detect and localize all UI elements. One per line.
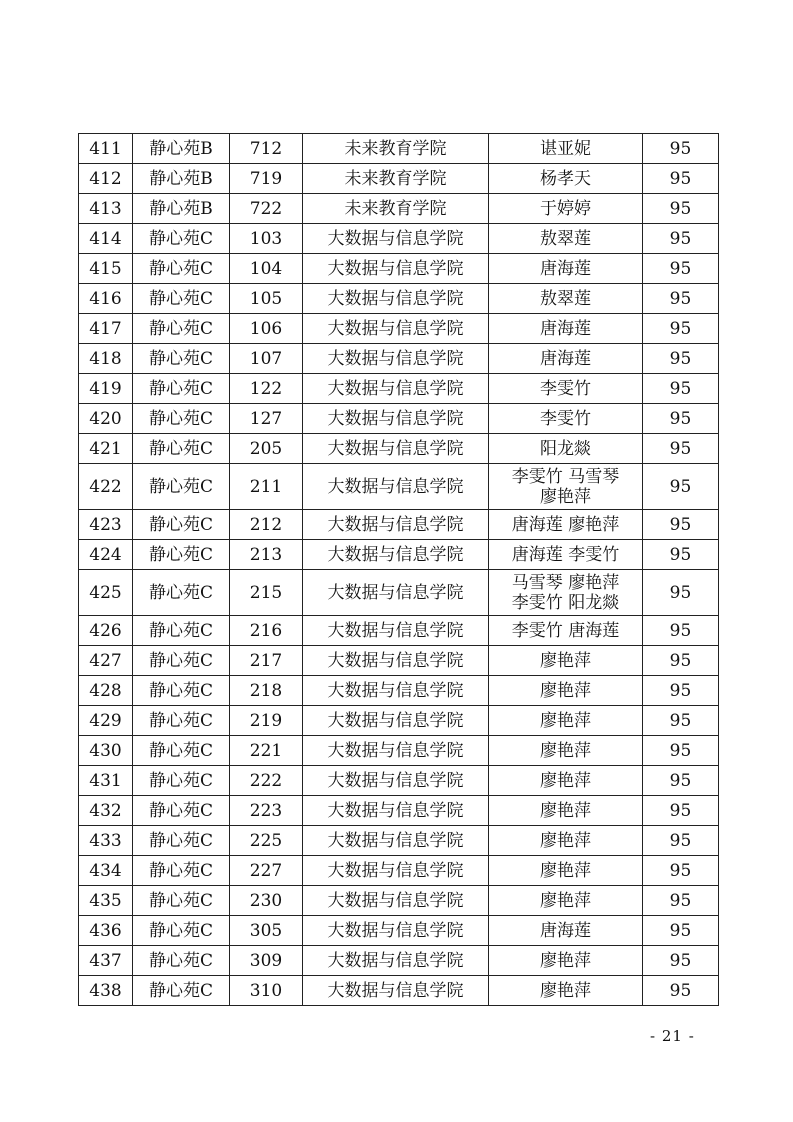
table-row [79, 434, 719, 464]
cell-room: 107 [230, 344, 303, 374]
cell-persons [489, 314, 643, 344]
person-names-line: 马雪琴 廖艳萍 [511, 572, 620, 593]
cell-number: 431 [79, 766, 133, 796]
table-row [79, 344, 719, 374]
cell-room: 211 [230, 464, 303, 510]
cell-college: 大数据与信息学院 [303, 540, 489, 570]
cell-number: 417 [79, 314, 133, 344]
cell-room: 225 [230, 826, 303, 856]
cell-room: 310 [230, 976, 303, 1006]
cell-college: 未来教育学院 [303, 134, 489, 164]
cell-number: 413 [79, 194, 133, 224]
cell-building: 静心苑C [133, 796, 230, 826]
cell-building: 静心苑C [133, 464, 230, 510]
table-row [79, 646, 719, 676]
cell-persons [489, 224, 643, 254]
cell-number: 426 [79, 616, 133, 646]
table-row [79, 976, 719, 1006]
cell-score: 95 [643, 464, 719, 510]
cell-room: 215 [230, 570, 303, 616]
cell-number: 421 [79, 434, 133, 464]
dormitory-score-table [78, 133, 719, 1006]
cell-persons [489, 676, 643, 706]
cell-score: 95 [643, 766, 719, 796]
person-names-line: 唐海莲 [540, 258, 591, 279]
cell-score: 95 [643, 946, 719, 976]
cell-room: 217 [230, 646, 303, 676]
cell-score: 95 [643, 284, 719, 314]
cell-persons [489, 464, 643, 510]
table-row [79, 766, 719, 796]
cell-room: 103 [230, 224, 303, 254]
cell-number: 411 [79, 134, 133, 164]
cell-number: 423 [79, 510, 133, 540]
cell-building: 静心苑C [133, 736, 230, 766]
cell-room: 213 [230, 540, 303, 570]
table-row [79, 224, 719, 254]
cell-number: 422 [79, 464, 133, 510]
cell-college: 大数据与信息学院 [303, 916, 489, 946]
cell-score: 95 [643, 374, 719, 404]
cell-room: 223 [230, 796, 303, 826]
cell-room: 104 [230, 254, 303, 284]
cell-number: 435 [79, 886, 133, 916]
cell-building: 静心苑C [133, 946, 230, 976]
table-row [79, 164, 719, 194]
person-names-line: 廖艳萍 [540, 680, 591, 701]
cell-college: 大数据与信息学院 [303, 676, 489, 706]
cell-room: 219 [230, 706, 303, 736]
cell-room: 221 [230, 736, 303, 766]
person-names-line: 敖翠莲 [540, 288, 591, 309]
cell-college: 大数据与信息学院 [303, 616, 489, 646]
table-body [79, 134, 719, 1006]
table-row [79, 464, 719, 510]
person-names-line: 谌亚妮 [540, 138, 591, 159]
cell-persons [489, 344, 643, 374]
cell-building: 静心苑C [133, 826, 230, 856]
table-row [79, 254, 719, 284]
cell-room: 719 [230, 164, 303, 194]
person-names-line: 李雯竹 [540, 408, 591, 429]
cell-persons [489, 510, 643, 540]
cell-building: 静心苑B [133, 134, 230, 164]
cell-persons [489, 540, 643, 570]
table-row [79, 706, 719, 736]
cell-college: 大数据与信息学院 [303, 254, 489, 284]
cell-number: 430 [79, 736, 133, 766]
cell-room: 212 [230, 510, 303, 540]
cell-number: 432 [79, 796, 133, 826]
cell-number: 418 [79, 344, 133, 374]
person-names-line: 廖艳萍 [540, 860, 591, 881]
cell-college: 大数据与信息学院 [303, 796, 489, 826]
person-names-line: 李雯竹 阳龙燚 [511, 592, 620, 613]
cell-number: 438 [79, 976, 133, 1006]
cell-score: 95 [643, 676, 719, 706]
cell-persons [489, 856, 643, 886]
cell-number: 412 [79, 164, 133, 194]
table-row [79, 194, 719, 224]
cell-number: 425 [79, 570, 133, 616]
person-names-line: 李雯竹 唐海莲 [511, 620, 620, 641]
cell-building: 静心苑C [133, 404, 230, 434]
cell-building: 静心苑C [133, 676, 230, 706]
cell-persons [489, 570, 643, 616]
cell-persons [489, 976, 643, 1006]
cell-building: 静心苑C [133, 374, 230, 404]
table-row [79, 616, 719, 646]
cell-persons [489, 616, 643, 646]
person-names-line: 李雯竹 [540, 378, 591, 399]
cell-score: 95 [643, 796, 719, 826]
cell-score: 95 [643, 404, 719, 434]
table-row [79, 540, 719, 570]
cell-score: 95 [643, 616, 719, 646]
cell-room: 218 [230, 676, 303, 706]
cell-score: 95 [643, 510, 719, 540]
cell-building: 静心苑C [133, 284, 230, 314]
table-row [79, 796, 719, 826]
person-names-line: 廖艳萍 [540, 710, 591, 731]
cell-score: 95 [643, 194, 719, 224]
cell-score: 95 [643, 736, 719, 766]
cell-building: 静心苑C [133, 646, 230, 676]
person-names-line: 廖艳萍 [540, 830, 591, 851]
cell-college: 大数据与信息学院 [303, 510, 489, 540]
cell-building: 静心苑C [133, 254, 230, 284]
cell-score: 95 [643, 976, 719, 1006]
cell-score: 95 [643, 540, 719, 570]
cell-college: 大数据与信息学院 [303, 706, 489, 736]
cell-college: 大数据与信息学院 [303, 946, 489, 976]
cell-score: 95 [643, 570, 719, 616]
cell-room: 216 [230, 616, 303, 646]
cell-persons [489, 134, 643, 164]
person-names-line: 阳龙燚 [540, 438, 591, 459]
cell-building: 静心苑C [133, 766, 230, 796]
cell-college: 大数据与信息学院 [303, 826, 489, 856]
cell-number: 434 [79, 856, 133, 886]
table-row [79, 886, 719, 916]
cell-building: 静心苑C [133, 976, 230, 1006]
cell-score: 95 [643, 254, 719, 284]
person-names-line: 廖艳萍 [540, 890, 591, 911]
cell-college: 大数据与信息学院 [303, 886, 489, 916]
cell-persons [489, 194, 643, 224]
cell-number: 437 [79, 946, 133, 976]
person-names-line: 唐海莲 李雯竹 [511, 544, 620, 565]
cell-score: 95 [643, 134, 719, 164]
cell-score: 95 [643, 706, 719, 736]
table-row [79, 916, 719, 946]
cell-building: 静心苑C [133, 616, 230, 646]
cell-college: 大数据与信息学院 [303, 374, 489, 404]
cell-score: 95 [643, 224, 719, 254]
table-row [79, 946, 719, 976]
cell-persons [489, 646, 643, 676]
person-names-line: 唐海莲 廖艳萍 [511, 514, 620, 535]
cell-persons [489, 434, 643, 464]
cell-persons [489, 886, 643, 916]
table-row [79, 510, 719, 540]
cell-number: 415 [79, 254, 133, 284]
table-row [79, 134, 719, 164]
table-row [79, 826, 719, 856]
table-row [79, 374, 719, 404]
person-names-line: 廖艳萍 [540, 650, 591, 671]
table-row [79, 736, 719, 766]
cell-room: 722 [230, 194, 303, 224]
cell-number: 420 [79, 404, 133, 434]
cell-score: 95 [643, 344, 719, 374]
cell-building: 静心苑C [133, 540, 230, 570]
cell-number: 428 [79, 676, 133, 706]
cell-room: 222 [230, 766, 303, 796]
cell-college: 大数据与信息学院 [303, 314, 489, 344]
cell-persons [489, 766, 643, 796]
table-row [79, 404, 719, 434]
person-names-line: 敖翠莲 [540, 228, 591, 249]
cell-room: 230 [230, 886, 303, 916]
cell-building: 静心苑C [133, 314, 230, 344]
person-names-line: 廖艳萍 [540, 800, 591, 821]
cell-number: 414 [79, 224, 133, 254]
person-names-line: 于婷婷 [540, 198, 591, 219]
cell-persons [489, 706, 643, 736]
cell-building: 静心苑C [133, 344, 230, 374]
cell-college: 未来教育学院 [303, 194, 489, 224]
cell-building: 静心苑C [133, 224, 230, 254]
cell-number: 429 [79, 706, 133, 736]
cell-college: 大数据与信息学院 [303, 736, 489, 766]
person-names-line: 杨孝天 [540, 168, 591, 189]
cell-room: 205 [230, 434, 303, 464]
person-names-line: 廖艳萍 [540, 740, 591, 761]
cell-persons [489, 736, 643, 766]
cell-room: 106 [230, 314, 303, 344]
person-names-line: 廖艳萍 [540, 950, 591, 971]
cell-persons [489, 254, 643, 284]
person-names-line: 唐海莲 [540, 348, 591, 369]
cell-score: 95 [643, 826, 719, 856]
person-names-line: 廖艳萍 [540, 770, 591, 791]
cell-room: 105 [230, 284, 303, 314]
cell-room: 127 [230, 404, 303, 434]
cell-college: 大数据与信息学院 [303, 976, 489, 1006]
cell-persons [489, 284, 643, 314]
cell-persons [489, 374, 643, 404]
table-row [79, 284, 719, 314]
cell-college: 大数据与信息学院 [303, 344, 489, 374]
cell-building: 静心苑C [133, 570, 230, 616]
cell-college: 大数据与信息学院 [303, 404, 489, 434]
cell-score: 95 [643, 916, 719, 946]
cell-score: 95 [643, 856, 719, 886]
person-names-line: 李雯竹 马雪琴 [511, 466, 620, 487]
cell-building: 静心苑C [133, 916, 230, 946]
cell-room: 712 [230, 134, 303, 164]
cell-building: 静心苑B [133, 164, 230, 194]
table-row [79, 570, 719, 616]
cell-college: 大数据与信息学院 [303, 766, 489, 796]
cell-persons [489, 946, 643, 976]
cell-room: 305 [230, 916, 303, 946]
cell-college: 未来教育学院 [303, 164, 489, 194]
person-names-line: 廖艳萍 [540, 486, 591, 507]
cell-college: 大数据与信息学院 [303, 284, 489, 314]
cell-number: 424 [79, 540, 133, 570]
cell-college: 大数据与信息学院 [303, 224, 489, 254]
cell-college: 大数据与信息学院 [303, 646, 489, 676]
cell-score: 95 [643, 646, 719, 676]
cell-score: 95 [643, 164, 719, 194]
cell-room: 227 [230, 856, 303, 886]
page-number: - 21 - [650, 1027, 695, 1045]
cell-number: 433 [79, 826, 133, 856]
table-row [79, 856, 719, 886]
cell-persons [489, 404, 643, 434]
cell-persons [489, 916, 643, 946]
table-row [79, 314, 719, 344]
cell-number: 416 [79, 284, 133, 314]
cell-score: 95 [643, 434, 719, 464]
cell-score: 95 [643, 314, 719, 344]
cell-college: 大数据与信息学院 [303, 464, 489, 510]
table-row [79, 676, 719, 706]
cell-college: 大数据与信息学院 [303, 434, 489, 464]
cell-number: 427 [79, 646, 133, 676]
cell-building: 静心苑C [133, 510, 230, 540]
cell-college: 大数据与信息学院 [303, 570, 489, 616]
cell-number: 419 [79, 374, 133, 404]
cell-room: 309 [230, 946, 303, 976]
cell-room: 122 [230, 374, 303, 404]
cell-college: 大数据与信息学院 [303, 856, 489, 886]
cell-persons [489, 796, 643, 826]
person-names-line: 唐海莲 [540, 318, 591, 339]
cell-persons [489, 826, 643, 856]
cell-building: 静心苑C [133, 434, 230, 464]
cell-score: 95 [643, 886, 719, 916]
cell-building: 静心苑C [133, 706, 230, 736]
person-names-line: 唐海莲 [540, 920, 591, 941]
cell-persons [489, 164, 643, 194]
cell-building: 静心苑C [133, 886, 230, 916]
cell-building: 静心苑C [133, 856, 230, 886]
cell-number: 436 [79, 916, 133, 946]
person-names-line: 廖艳萍 [540, 980, 591, 1001]
cell-building: 静心苑B [133, 194, 230, 224]
